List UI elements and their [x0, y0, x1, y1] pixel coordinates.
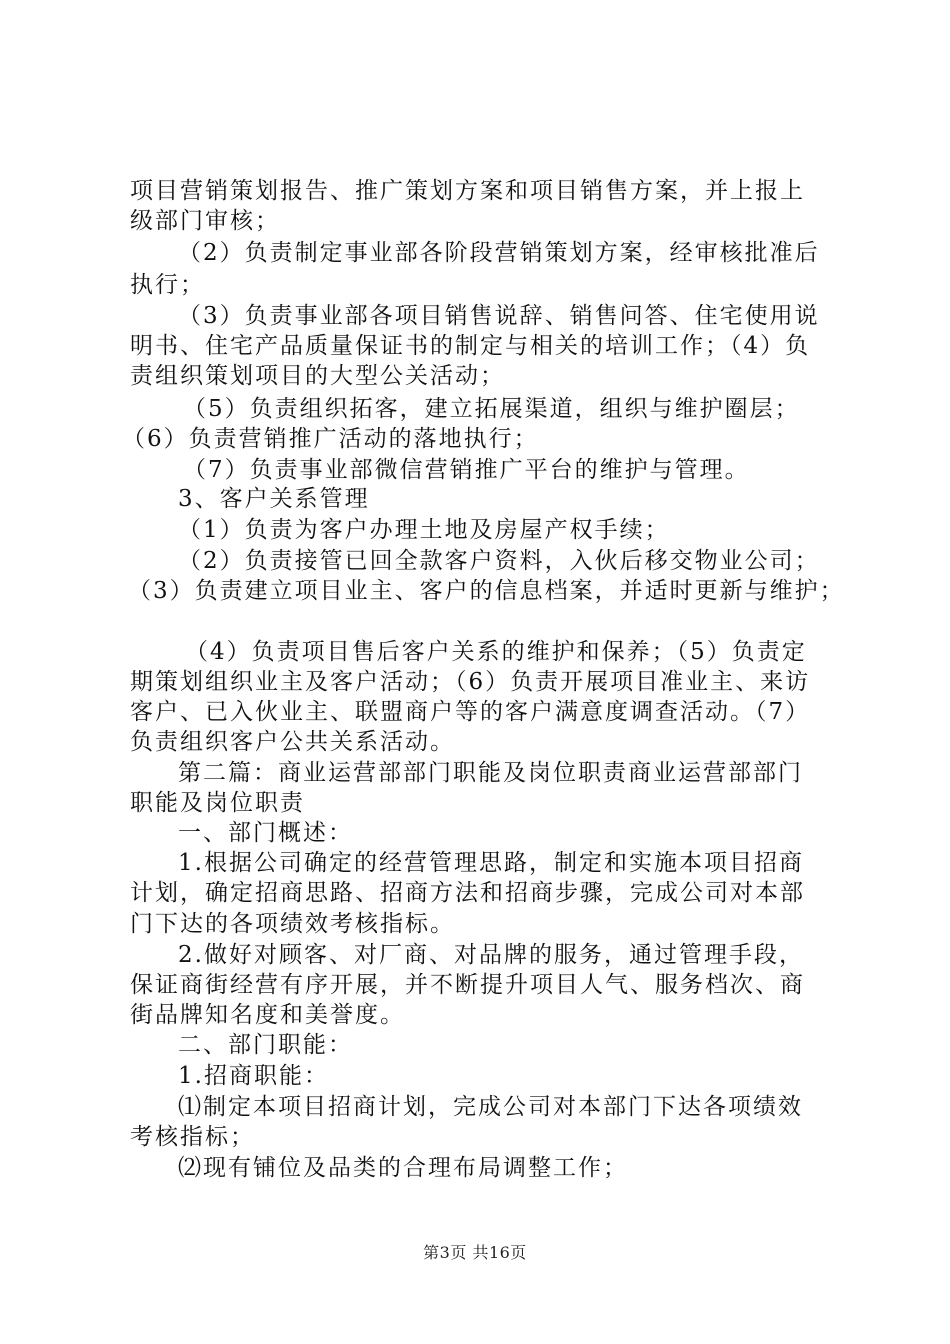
chapter-title: 第二篇：商业运营部部门职能及岗位职责商业运营部部门 [178, 760, 803, 786]
paragraph-line: 门下达的各项绩效考核指标。 [130, 911, 455, 937]
paragraph-line: （2）负责制定事业部各阶段营销策划方案，经审核批准后 [178, 240, 820, 266]
paragraph-line: 2.做好对顾客、对厂商、对品牌的服务，通过管理手段， [178, 942, 804, 968]
paragraph-line: 级部门审核； [130, 208, 280, 234]
section-heading: 二、部门职能： [178, 1032, 353, 1058]
paragraph-line: （3）负责建立项目业主、客户的信息档案，并适时更新与维护； [128, 578, 845, 604]
paragraph-line: 街品牌知名度和美誉度。 [130, 1002, 405, 1028]
page-number-footer: 第3页 共16页 [423, 1243, 527, 1262]
paragraph-line: （4）负责项目售后客户关系的维护和保养；（5）负责定 [185, 639, 807, 665]
paragraph-line: 客户、已入伙业主、联盟商户等的客户满意度调查活动。（7） [130, 699, 811, 725]
paragraph-line: （6）负责营销推广活动的落地执行； [122, 426, 539, 452]
section-heading: 3、客户关系管理 [178, 486, 370, 512]
paragraph-line: 保证商街经营有序开展，并不断提升项目人气、服务档次、商 [130, 972, 805, 998]
paragraph-line: 明书、住宅产品质量保证书的制定与相关的培训工作；（4）负 [130, 333, 811, 359]
paragraph-line: 考核指标； [130, 1124, 255, 1150]
paragraph-line: （2）负责接管已回全款客户资料，入伙后移交物业公司； [178, 548, 820, 574]
section-heading: 1.招商职能： [178, 1063, 329, 1089]
paragraph-line: ⑴制定本项目招商计划，完成公司对本部门下达各项绩效 [178, 1094, 803, 1120]
paragraph-line: （3）负责事业部各项目销售说辞、销售问答、住宅使用说 [178, 303, 820, 329]
paragraph-line: 期策划组织业主及客户活动；（6）负责开展项目准业主、来访 [130, 669, 811, 695]
paragraph-line: 执行； [130, 272, 205, 298]
section-heading: 一、部门概述： [178, 820, 353, 846]
chapter-title: 职能及岗位职责 [130, 790, 305, 816]
paragraph-line: 负责组织客户公共关系活动。 [130, 729, 455, 755]
paragraph-line: 责组织策划项目的大型公关活动； [130, 363, 505, 389]
paragraph-line: ⑵现有铺位及品类的合理布局调整工作； [178, 1155, 628, 1181]
paragraph-line: （5）负责组织拓客，建立拓展渠道，组织与维护圈层； [183, 396, 800, 422]
paragraph-line: （7）负责事业部微信营销推广平台的维护与管理。 [183, 457, 750, 483]
paragraph-line: 项目营销策划报告、推广策划方案和项目销售方案，并上报上 [130, 178, 805, 204]
paragraph-line: 计划，确定招商思路、招商方法和招商步骤，完成公司对本部 [130, 880, 805, 906]
paragraph-line: 1.根据公司确定的经营管理思路，制定和实施本项目招商 [178, 850, 804, 876]
paragraph-line: （1）负责为客户办理土地及房屋产权手续； [178, 517, 670, 543]
